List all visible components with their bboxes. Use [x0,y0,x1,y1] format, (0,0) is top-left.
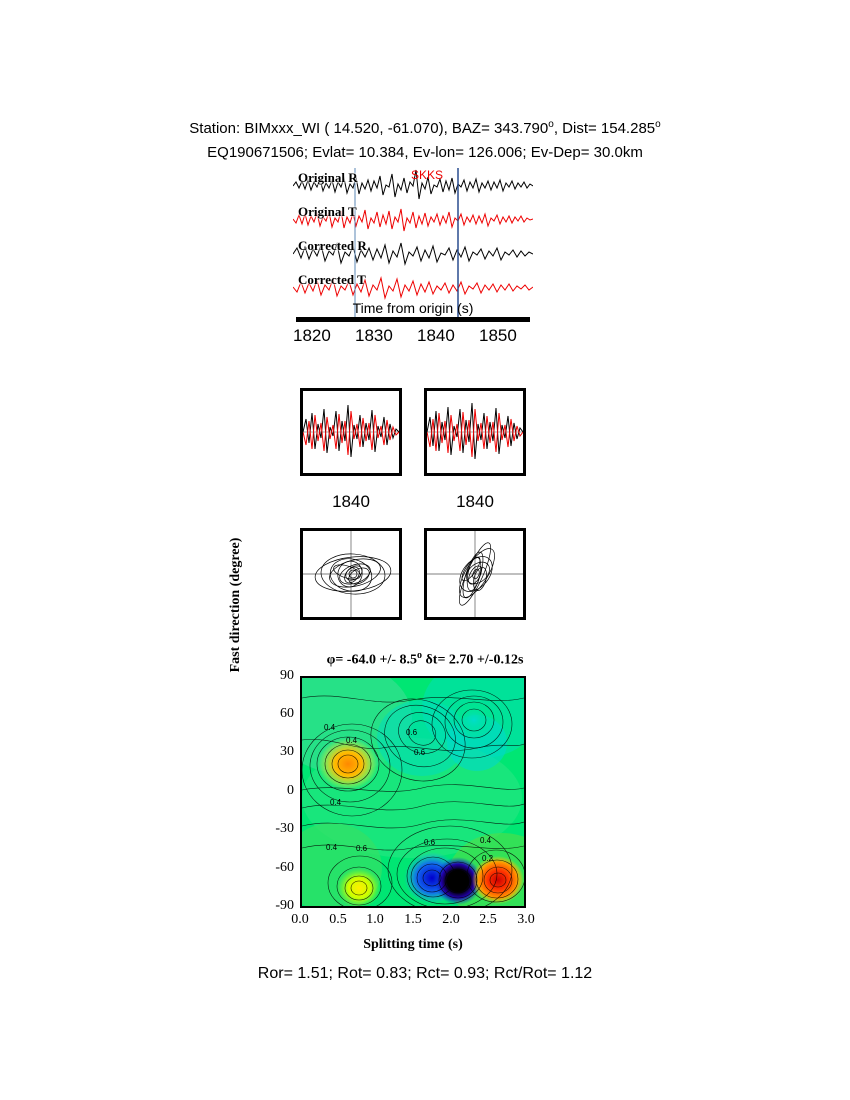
window-waveform-left [303,391,399,473]
contour-label-6: 0.6 [356,844,368,853]
waveform-axis-bar [296,317,530,322]
contour-surface [302,678,524,906]
dt-value: = 2.70 +/-0.12s [437,652,524,668]
particle-motion-after [424,528,526,620]
window-right-tick-label: 1840 [456,492,494,511]
waveform-label-original-t: Original T [298,204,357,219]
x-axis-label: Splitting time (s) [363,937,463,952]
particle-motion-before-plot [303,531,399,617]
phi-value: = -64.0 +/- 8.5 [335,652,417,668]
window-panel-right [424,388,526,476]
window-left-tick-label: 1840 [332,492,370,511]
header-dist-info: , Dist= 154.285 [553,120,656,137]
degree-symbol-1: o [548,119,554,130]
degree-symbol-2: o [655,119,661,130]
particle-motion-after-plot [427,531,523,617]
waveform-row-corrected-t [293,270,533,304]
contour-label-9: 0.2 [482,854,494,863]
y-tick-neg60: -60 [275,860,294,875]
x-tick-15: 1.5 [404,912,422,927]
y-tick-90: 90 [280,668,294,683]
waveform-row-corrected-r [293,236,533,270]
waveform-label-original-r: Original R [298,170,358,185]
x-tick-30: 3.0 [517,912,535,927]
y-axis-ticks [250,668,294,913]
header-station-info: Station: BIMxxx_WI ( 14.520, -61.070), BAZ= 343.790 [189,120,549,137]
waveform-tick-1840: 1840 [417,326,455,345]
header-line-2: EQ190671506; Evlat= 10.384, Ev-lon= 126.006; Ev-Dep= 30.0km [207,144,643,161]
window-panel-left [300,388,402,476]
window-waveform-right [427,391,523,473]
x-tick-05: 0.5 [329,912,347,927]
waveform-label-corrected-t: Corrected T [298,272,366,287]
contour-label-5: 0.4 [326,843,338,852]
x-tick-20: 2.0 [442,912,460,927]
dt-symbol: δt [425,652,438,668]
misfit-contour-plot [300,676,526,908]
contour-label-3: 0.6 [414,748,426,757]
y-tick-0: 0 [287,783,294,798]
contour-title [0,650,850,669]
contour-label-4: 0.4 [330,798,342,807]
y-tick-neg30: -30 [275,821,294,836]
contour-label-7: 0.6 [424,838,436,847]
phi-symbol: φ [326,652,336,668]
contour-label-1: 0.4 [346,736,358,745]
x-tick-00: 0.0 [291,912,309,927]
header-line-1 [0,113,850,141]
waveform-tick-1820: 1820 [293,326,331,345]
y-axis-label: Fast direction (degree) [228,537,243,673]
figure-header [0,113,850,165]
y-tick-60: 60 [280,706,294,721]
waveform-panel [293,168,533,318]
particle-motion-before [300,528,402,620]
x-tick-10: 1.0 [366,912,384,927]
degree-symbol-3: o [417,650,422,661]
waveform-tick-1850: 1850 [479,326,517,345]
y-tick-30: 30 [280,744,294,759]
waveform-label-corrected-r: Corrected R [298,238,367,253]
y-tick-neg90: -90 [275,898,294,913]
contour-label-0: 0.4 [324,723,336,732]
waveform-tick-1830: 1830 [355,326,393,345]
contour-label-2: 0.6 [406,728,418,737]
skks-phase-label: SKKS [411,168,444,182]
waveform-axis-caption: Time from origin (s) [352,300,474,316]
x-axis-ticks [280,912,546,934]
quality-metrics-footer: Ror= 1.51; Rot= 0.83; Rct= 0.93; Rct/Rot= 1.12 [257,965,593,982]
waveform-axis-ticks [283,326,543,348]
contour-label-8: 0.4 [480,836,492,845]
waveform-row-original-t [293,202,533,236]
x-tick-25: 2.5 [479,912,497,927]
